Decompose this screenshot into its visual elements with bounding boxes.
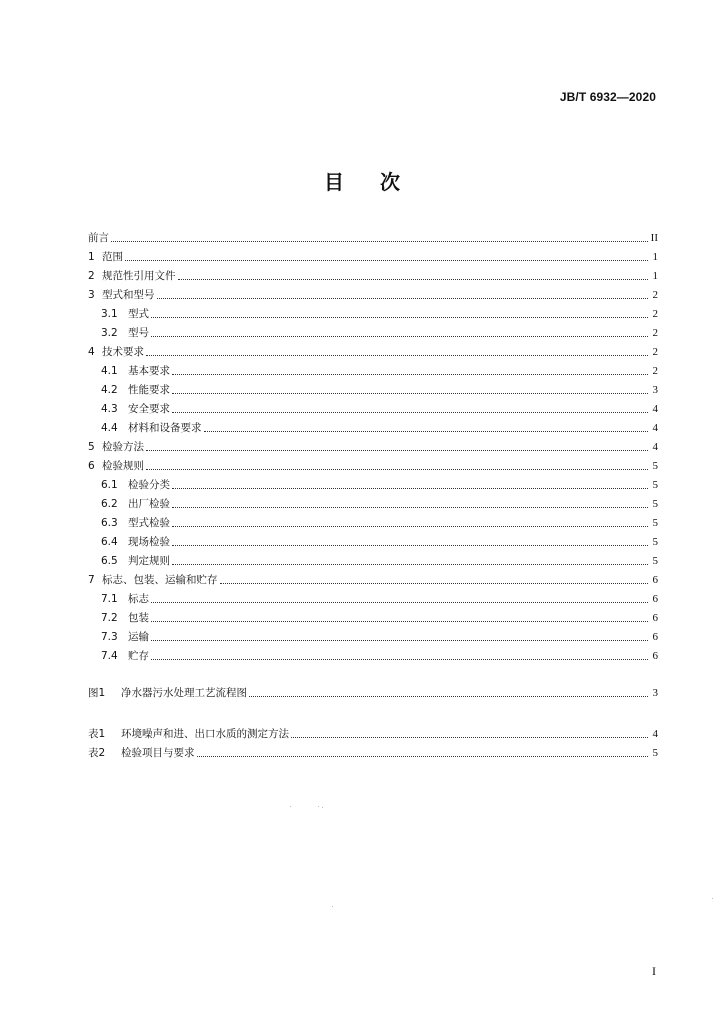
toc-page: 3 [652,384,658,396]
dot-leader [157,298,649,299]
toc-entry-1[interactable] [88,248,658,264]
dot-leader [220,583,649,584]
toc-label: 包装 [128,612,149,624]
toc-label: 检验规则 [102,460,144,472]
table-entry-1[interactable] [88,725,658,741]
toc-page: 6 [652,593,658,605]
toc-page: 1 [652,270,658,282]
toc-entry-3-1[interactable] [101,305,658,321]
dot-leader [151,659,648,660]
toc-num: 7.2 [101,612,118,624]
toc-num: 2 [88,270,95,282]
dot-leader [146,469,648,470]
toc-label: 出厂检验 [128,498,170,510]
toc-num: 4.2 [101,384,118,396]
table-num: 表2 [88,747,106,759]
toc-num: 4.1 [101,365,118,377]
dot-leader [172,564,648,565]
toc-label: 判定规则 [128,555,170,567]
scan-speck [318,806,319,807]
toc-entry-4[interactable] [88,343,658,359]
toc-page: 6 [652,574,658,586]
toc-page: 2 [652,327,658,339]
toc-page: 4 [652,422,658,434]
standard-number: JB/T 6932—2020 [559,90,656,104]
toc-page: 2 [652,365,658,377]
table-num: 表1 [88,728,106,740]
scan-speck [322,807,323,808]
toc-label: 标志、包装、运输和贮存 [102,574,218,586]
toc-entry-3-2[interactable] [101,324,658,340]
toc-entry-7-4[interactable] [101,647,658,663]
scan-speck [290,806,291,807]
toc-label: 型式检验 [128,517,170,529]
toc-label: 技术要求 [102,346,144,358]
toc-label: 检验分类 [128,479,170,491]
table-page: 5 [652,747,658,759]
toc-entry-foreword[interactable] [88,229,658,245]
toc-label: 检验方法 [102,441,144,453]
toc-page: II [650,232,658,244]
dot-leader [172,393,648,394]
toc-num: 1 [88,251,95,263]
toc-label: 型式和型号 [102,289,155,301]
toc-num: 6.5 [101,555,118,567]
figure-num: 图1 [88,687,106,699]
toc-label: 材料和设备要求 [128,422,202,434]
toc-page: 2 [652,346,658,358]
toc-page: 5 [652,479,658,491]
dot-leader [172,412,648,413]
toc-label: 贮存 [128,650,149,662]
toc-entry-4-3[interactable] [101,400,658,416]
figure-entry-1[interactable] [88,684,658,700]
table-page: 4 [652,728,658,740]
dot-leader [146,450,648,451]
dot-leader [151,602,648,603]
toc-label: 现场检验 [128,536,170,548]
toc-num: 7.3 [101,631,118,643]
dot-leader [172,526,648,527]
toc-page: 2 [652,289,658,301]
toc-num: 6.1 [101,479,118,491]
dot-leader [204,431,649,432]
dot-leader [151,336,648,337]
toc-entry-7-3[interactable] [101,628,658,644]
dot-leader [151,621,648,622]
toc-page: 6 [652,650,658,662]
toc-entry-6-5[interactable] [101,552,658,568]
dot-leader [125,260,648,261]
toc-page: 6 [652,612,658,624]
dot-leader [151,317,648,318]
toc-entry-7-1[interactable] [101,590,658,606]
title-char-2: 次 [380,170,400,194]
toc-entry-3[interactable] [88,286,658,302]
toc-page: 1 [652,251,658,263]
toc-page: 5 [652,517,658,529]
dot-leader [172,374,648,375]
toc-entry-7[interactable] [88,571,658,587]
toc-entry-4-2[interactable] [101,381,658,397]
toc-num: 6 [88,460,95,472]
toc-entry-7-2[interactable] [101,609,658,625]
title-char-1: 目 [324,170,344,194]
dot-leader [151,640,648,641]
toc-entry-6-4[interactable] [101,533,658,549]
toc-num: 3.1 [101,308,118,320]
toc-entry-4-4[interactable] [101,419,658,435]
table-label: 环境噪声和进、出口水质的测定方法 [121,728,289,740]
toc-page: 5 [652,498,658,510]
toc-label: 前言 [88,232,109,244]
toc-num: 6.4 [101,536,118,548]
toc-entry-6-1[interactable] [101,476,658,492]
dot-leader [172,488,648,489]
figure-label: 净水器污水处理工艺流程图 [121,687,247,699]
toc-num: 7.1 [101,593,118,605]
dot-leader [146,355,648,356]
toc-entry-5[interactable] [88,438,658,454]
dot-leader [111,241,648,242]
toc-page: 6 [652,631,658,643]
toc-entry-4-1[interactable] [101,362,658,378]
toc-num: 6.2 [101,498,118,510]
toc-num: 6.3 [101,517,118,529]
scan-speck [712,898,713,899]
toc-label: 规范性引用文件 [102,270,176,282]
toc-num: 5 [88,441,95,453]
toc-num: 4 [88,346,95,358]
toc-entry-2[interactable] [88,267,658,283]
toc-entry-6-2[interactable] [101,495,658,511]
page-number: I [652,964,656,978]
toc-label: 基本要求 [128,365,170,377]
toc-label: 安全要求 [128,403,170,415]
toc-entry-6-3[interactable] [101,514,658,530]
toc-num: 7.4 [101,650,118,662]
toc-num: 7 [88,574,95,586]
toc-num: 4.3 [101,403,118,415]
toc-num: 3 [88,289,95,301]
toc-entry-6[interactable] [88,457,658,473]
scan-speck [332,906,333,907]
toc-page: 4 [652,441,658,453]
toc-page: 2 [652,308,658,320]
toc-num: 4.4 [101,422,118,434]
toc-label: 运输 [128,631,149,643]
dot-leader [291,737,648,738]
dot-leader [172,545,648,546]
page-title [0,166,724,195]
toc-label: 型式 [128,308,149,320]
dot-leader [172,507,648,508]
toc-label: 标志 [128,593,149,605]
figure-page: 3 [652,687,658,699]
toc-label: 范围 [102,251,123,263]
table-label: 检验项目与要求 [121,747,195,759]
toc-label: 性能要求 [128,384,170,396]
toc-page: 4 [652,403,658,415]
dot-leader [197,756,649,757]
toc-num: 3.2 [101,327,118,339]
dot-leader [178,279,649,280]
toc-page: 5 [652,555,658,567]
toc-page: 5 [652,536,658,548]
toc-page: 5 [652,460,658,472]
dot-leader [249,696,648,697]
toc-label: 型号 [128,327,149,339]
table-entry-2[interactable] [88,744,658,760]
